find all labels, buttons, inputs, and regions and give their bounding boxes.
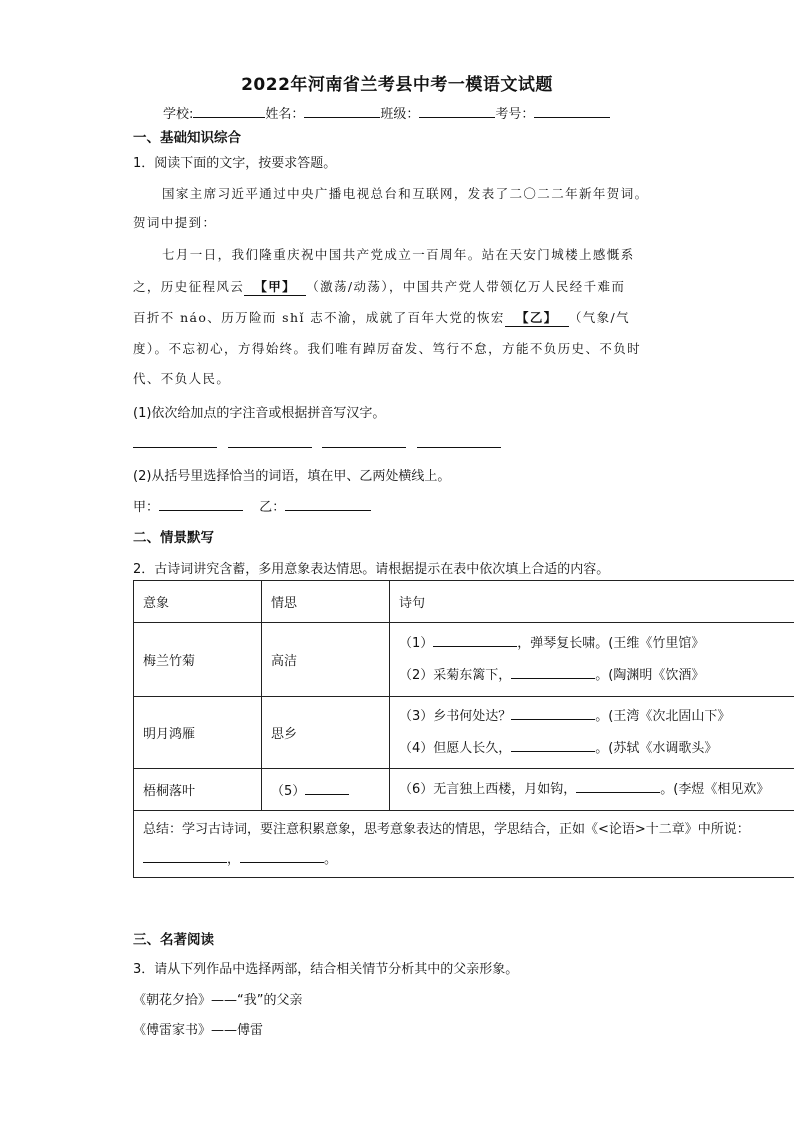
jia-answer <box>133 496 371 515</box>
emotion-cell: 高洁 <box>262 623 390 697</box>
school-label: 学校: <box>163 107 194 122</box>
table-row <box>134 623 794 697</box>
section-3-heading: 三、名著阅读 <box>133 932 214 948</box>
blank-yi: 【乙】 <box>505 308 569 327</box>
exam-no-blank[interactable] <box>534 105 610 118</box>
page-title: 2022年河南省兰考县中考一模语文试题 <box>241 75 553 95</box>
emotion-blank[interactable] <box>305 782 349 795</box>
yi-blank[interactable] <box>285 498 371 511</box>
image-cell: 梧桐落叶 <box>134 769 262 811</box>
verse-line: （3）乡书何处达？ 。(王湾《次北固山下》 <box>399 708 731 724</box>
verse-blank[interactable] <box>511 739 595 752</box>
image-cell: 梅兰竹菊 <box>134 623 262 697</box>
work-item: 《傅雷家书》——傅雷 <box>133 1023 264 1038</box>
q3-prompt: 3．请从下列作品中选择两部，结合相关情节分析其中的父亲形象。 <box>133 962 519 977</box>
emotion-cell: （5） <box>262 769 390 811</box>
blank-jia: 【甲】 <box>244 277 306 296</box>
verse-line: （1） ，弹琴复长啸。(王维《竹里馆》 <box>399 635 705 651</box>
q1-sub2: (2)从括号里选择恰当的词语，填在甲、乙两处横线上。 <box>133 469 451 484</box>
poem-table <box>133 580 794 878</box>
table-header-row <box>134 581 794 623</box>
exam-info-line <box>163 103 610 122</box>
passage-line: 七月一日，我们隆重庆祝中国共产党成立一百周年。站在天安门城楼上感慨系 <box>162 247 635 262</box>
summary-blank[interactable] <box>143 850 227 863</box>
verse-blank[interactable] <box>576 780 660 793</box>
passage-text: 百折不 náo、历万险而 shǐ 志不渝，成就了百年大党的恢宏 <box>133 310 505 325</box>
name-blank[interactable] <box>304 105 380 118</box>
passage-line: 贺词中提到： <box>133 215 217 230</box>
summary-blank[interactable] <box>240 850 324 863</box>
verse-blank[interactable] <box>511 666 595 679</box>
verse-line: （2）采菊东篱下， 。(陶渊明《饮酒》 <box>399 667 705 683</box>
passage-text: （激荡/动荡），中国共产党人带领亿万人民经千难而 <box>306 279 626 294</box>
verse-blank[interactable] <box>433 634 517 647</box>
table-summary-row <box>134 811 794 878</box>
verse-cell <box>390 697 794 769</box>
exam-no-label: 考号： <box>495 107 535 122</box>
section-1-heading: 一、基础知识综合 <box>133 130 241 146</box>
passage-text: 之，历史征程风云 <box>133 279 245 294</box>
image-cell: 明月鸿雁 <box>134 697 262 769</box>
answer-blank[interactable] <box>133 447 217 448</box>
verse-cell <box>390 623 794 697</box>
verse-blank[interactable] <box>511 707 595 720</box>
section-2-heading: 二、情景默写 <box>133 530 214 546</box>
yi-label: 乙： <box>259 500 286 515</box>
table-row <box>134 769 794 811</box>
answer-blank[interactable] <box>228 447 312 448</box>
summary-cell: 总结：学习古诗词，要注意积累意象，思考意象表达的情思，学思结合，正如《<论语>十二章》中所说： ， 。 <box>134 811 794 878</box>
passage-line: 国家主席习近平通过中央广播电视总台和互联网，发表了二〇二二年新年贺词。 <box>162 186 649 201</box>
q1-prompt: 1．阅读下面的文字，按要求答题。 <box>133 156 337 171</box>
passage-line <box>133 277 625 296</box>
header-cell: 情思 <box>262 581 390 623</box>
passage-line <box>133 308 630 327</box>
name-label: 姓名： <box>265 107 305 122</box>
emotion-cell: 思乡 <box>262 697 390 769</box>
passage-text: （气象/气 <box>568 310 631 325</box>
verse-line: （6）无言独上西楼，月如钩， 。(李煜《相见欢》 <box>399 781 770 797</box>
jia-blank[interactable] <box>159 498 243 511</box>
class-blank[interactable] <box>419 105 495 118</box>
passage-line: 代、不负人民。 <box>133 371 231 386</box>
verse-line: （4）但愿人长久， 。(苏轼《水调歌头》 <box>399 740 718 756</box>
header-cell: 诗句 <box>390 581 794 623</box>
passage-line: 度）。不忘初心，方得始终。我们唯有踔厉奋发、笃行不怠，方能不负历史、不负时 <box>133 341 642 356</box>
answer-blank[interactable] <box>322 447 406 448</box>
q1-sub1: (1)依次给加点的字注音或根据拼音写汉字。 <box>133 406 386 421</box>
jia-label: 甲： <box>133 500 160 515</box>
header-cell: 意象 <box>134 581 262 623</box>
table-row <box>134 697 794 769</box>
summary-text: 总结：学习古诗词，要注意积累意象，思考意象表达的情思，学思结合，正如《<论语>十二章》中所说： <box>143 822 750 837</box>
verse-cell <box>390 769 794 811</box>
class-label: 班级： <box>380 107 420 122</box>
work-item: 《朝花夕拾》——“我”的父亲 <box>133 993 303 1008</box>
answer-blank[interactable] <box>417 447 501 448</box>
q2-prompt: 2．古诗词讲究含蓄，多用意象表达情思。请根据提示在表中依次填上合适的内容。 <box>133 562 610 577</box>
school-blank[interactable] <box>193 105 265 118</box>
